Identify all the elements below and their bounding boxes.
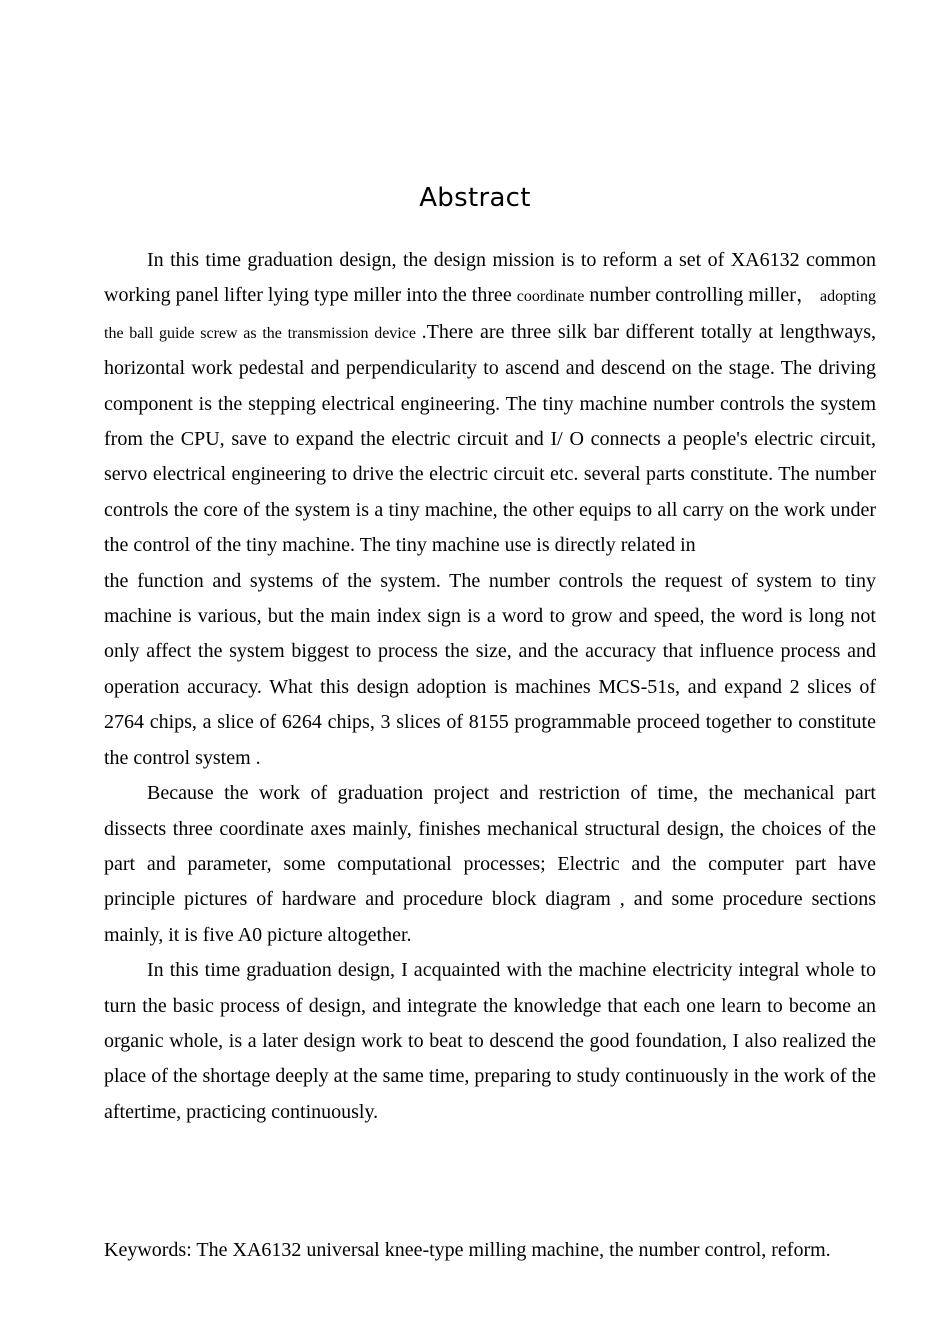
abstract-body [104,243,876,1130]
paragraph-2: the function and systems of the system. The number controls the request of system to tiny machine is various, but the main index sign is a word to grow and speed, the word is long not only affect the system biggest to process the size, and the accuracy that influence process and operation accuracy. What this design adoption is machines MCS-51s, and expand 2 slices of 2764 chips, a slice of 6264 chips, 3 slices of 8155 programmable proceed together to constitute the control system . [104,569,876,769]
paragraph-1 [104,243,876,564]
paragraph-1-text-c: number controlling miller， [584,284,816,307]
paragraph-3: Because the work of graduation project and restriction of time, the mechanical part dissects three coordinate axes mainly, finishes mechanical structural design, the choices of the part and parameter, some computational processes; Electric and the computer part have principle pictures of hardware and procedure block diagram , and some procedure sections mainly, it is five A0 picture altogether. [104,782,876,946]
paragraph-1-text-a: In this time graduation design, the design mission is to reform a set of XA6132 common working panel lifter lying type miller into the three [104,249,876,307]
paragraph-4: In this time graduation design, I acquainted with the machine electricity integral whole to turn the basic process of design, and integrate the knowledge that each one learn to become an organic whole, is a later design work to beat to descend the good foundation, I also realized the place of the shortage deeply at the same time, preparing to study continuously in the work of the aftertime, practicing continuously. [104,959,876,1123]
paragraph-1-text-d: adopting the ball guide screw as the transmission device [104,288,877,342]
page-title: Abstract [419,183,531,213]
keywords: Keywords: The XA6132 universal knee-type milling machine, the number control, reform. [104,1239,831,1261]
paragraph-1-text-e: .There are three silk bar different totally at lengthways, horizontal work pedestal and perpendicularity to ascend and descend on the stage. The driving component is the stepping electrical engineering. The tiny machine number controls the system from the CPU, save to expand the electric circuit and I/ O connects a people's electric circuit, servo electrical engineering to drive the electric circuit etc. several parts constitute. The number controls the core of the system is a tiny machine, the other equips to all carry on the work under the control of the tiny machine. The tiny machine use is directly related in [104,320,876,557]
paragraph-1-text-b: coordinate [516,288,585,306]
